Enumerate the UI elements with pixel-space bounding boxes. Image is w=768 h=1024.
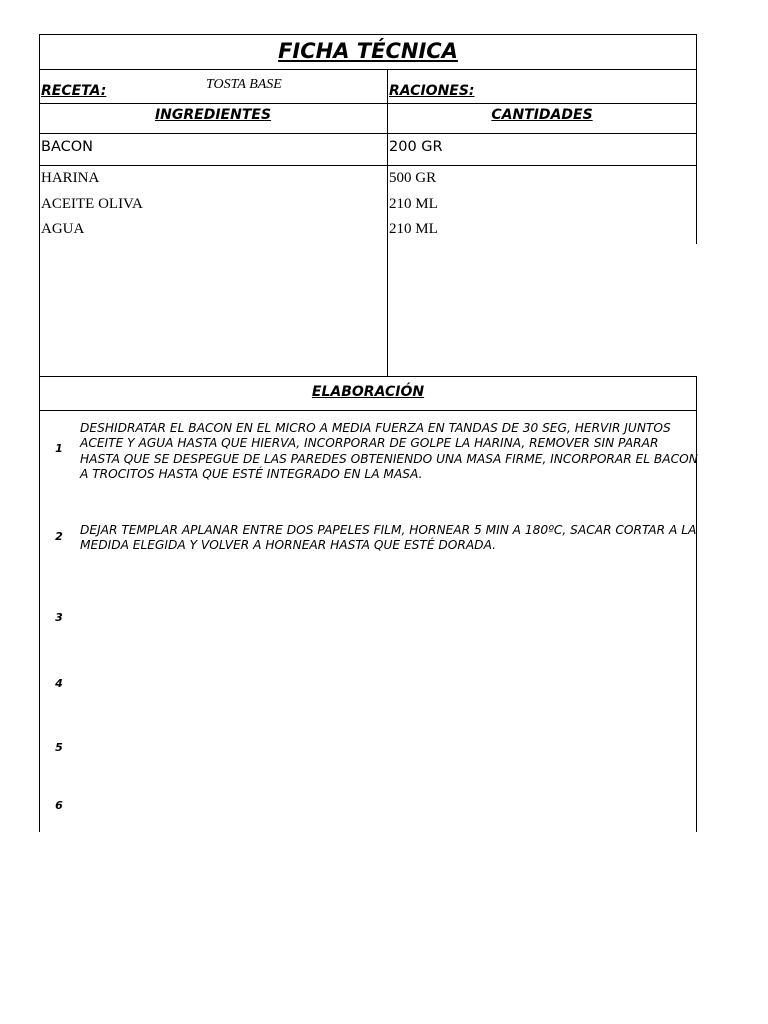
step-number: 1 bbox=[55, 442, 63, 455]
step-text: DESHIDRATAR EL BACON EN EL MICRO A MEDIA FUERZA EN TANDAS DE 30 SEG, HERVIR JUNTOS ACEITE Y AGUA HASTA QUE HIERVA, INCORPORAR DE GOLPE LA HARINA, REMOVER SIN PARAR HASTA QUE SE DESPEGUE DE LAS PAREDES OBTENIENDO UNA MASA FIRME, INCORPORAR EL BACON A TROCITOS HASTA QUE ESTÉ INTEGRADO EN LA MASA. bbox=[80, 421, 698, 481]
divider-first-row bbox=[39, 165, 697, 166]
ingredients-header: INGREDIENTES bbox=[154, 107, 272, 123]
ingredient-quantity: 200 GR bbox=[389, 139, 443, 155]
recipe-value: TOSTA BASE bbox=[206, 77, 282, 92]
border-left bbox=[39, 34, 40, 832]
divider-recipe bbox=[39, 103, 697, 104]
recipe-label: RECETA: bbox=[41, 83, 107, 99]
elaboration-header: ELABORACIÓN bbox=[311, 384, 425, 400]
servings-label: RACIONES: bbox=[389, 83, 475, 99]
divider-headers bbox=[39, 133, 697, 134]
ingredient-quantity: 500 GR bbox=[389, 170, 437, 186]
ingredient-name: BACON bbox=[41, 139, 93, 155]
step-number: 4 bbox=[55, 677, 63, 690]
divider-elab-header bbox=[39, 410, 697, 411]
step-number: 6 bbox=[55, 799, 63, 812]
ingredient-quantity: 210 ML bbox=[389, 221, 438, 237]
step-number: 2 bbox=[55, 530, 63, 543]
step-number: 3 bbox=[55, 611, 63, 624]
ingredient-quantity: 210 ML bbox=[389, 196, 438, 212]
border-right-lower bbox=[696, 165, 697, 244]
quantities-header: CANTIDADES bbox=[491, 107, 593, 123]
divider-ingredients-end bbox=[39, 376, 697, 377]
border-top bbox=[39, 34, 697, 35]
ingredient-name: ACEITE OLIVA bbox=[41, 196, 143, 212]
recipe-sheet bbox=[39, 34, 697, 832]
ingredient-name: AGUA bbox=[41, 221, 85, 237]
step-number: 5 bbox=[55, 741, 63, 754]
divider-title bbox=[39, 69, 697, 70]
page-title: FICHA TÉCNICA bbox=[278, 39, 458, 63]
ingredient-name: HARINA bbox=[41, 170, 100, 186]
step-text: DEJAR TEMPLAR APLANAR ENTRE DOS PAPELES FILM, HORNEAR 5 MIN A 180ºC, SACAR CORTAR A LA MEDIDA ELEGIDA Y VOLVER A HORNEAR HASTA QUE ESTÉ DORADA. bbox=[80, 523, 697, 553]
